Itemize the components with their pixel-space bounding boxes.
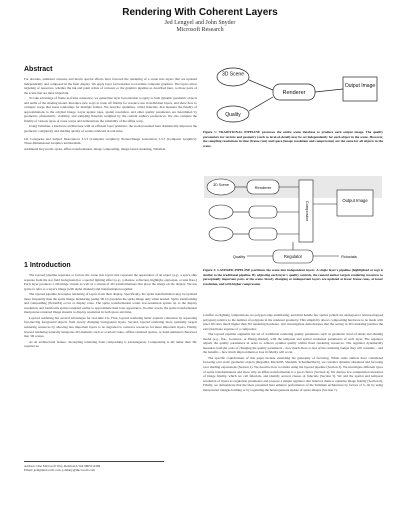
node-label: Output Image — [344, 83, 376, 89]
intro-paragraph: Layered rendering has several advantages for real-time CG. First, layered rendering better exploits coherence by separating fast-moving foreground objects from slowly changing background layers. Second, layered rendering more optimally targets rendering resources by allowing less important layers to be degraded to conserve resources for more important layers. Finally, layered rendering naturally integrates 2D elements such as overlaid video, offline rendered sprites, or hand-animated characters into 3D scenes. — [24, 315, 197, 339]
caption-text: LAYERED PIPELINE partitions the scene into independent layers. A single layer's pipeline (highlighted at top) is similar to the traditional pipeline. By adjusting each layer's quality controls, the content author targets rendering resources to perceptually important parts of the scene. Slowly changing or unimportant layers are updated at lower frame rates, at lower resolution, and with higher compression. — [203, 268, 383, 286]
node-label: Quality — [225, 112, 241, 118]
node-label: Compositor — [305, 200, 310, 222]
figure-2-diagram — [203, 174, 383, 266]
scene-node — [207, 179, 235, 195]
output-node — [337, 190, 373, 216]
flow-arrow — [249, 97, 273, 111]
intro-paragraph: The layered pipeline decouples rendering of layers from their display. Specifically, the sprite transformation may be updated more frequently than the sprite image. Rendering (using 3D CG) updates the sprite image only when needed. Sprite transforming and compositing [Porter84] occur at display rates. The sprite transformation scales low-resolution sprites up to the display resolution, and transforms sprites rendered earlier to approximate their later appearance. In other words, the sprite transformation interpolates rendered image streams to display resolution in both space and time. — [24, 292, 197, 315]
node-label: Regulator — [283, 254, 303, 259]
renderer-node — [249, 206, 277, 218]
body-paragraph: The specific contributions of this paper include extending the generality of factoring. While some authors have considered factoring over static geometric objects [Regan94, Maciel95, Shade96, Schaufler96a/b], we consider dynamic situations and factoring over shading expressions (Section 2). We describe how to render using the layered pipeline (Section 3). We investigate different types of sprite transformations and show why an affine transformation is a good choice (Section 4). We discuss low-computation measures of image fidelity, which we call fiducials, and identify several classes of fiducials (Section 5). We add the spatial and temporal resolution of layers as regulation parameters and propose a simple regulator that balances them to optimize image fidelity (Section 6). Finally, we demonstrate that the ideas presented here enhance performance of the Talisman architecture by factors of 3–10, by using interpolated triangle-forming or by regulating the heterogeneous update of sprite images (Section 7). — [203, 355, 383, 392]
flow-arrow — [315, 89, 343, 92]
author-affiliation: Microsoft Research — [176, 27, 224, 34]
abstract-paragraph: Using Talisman, a hardware architecture with an efficient layer primitive, the work presented here dramatically improves the geometric complexity and shading quality of scenes rendered in real-time. — [24, 124, 197, 134]
node-label: 3D Scene — [222, 71, 244, 78]
scene-node — [209, 205, 233, 219]
body-paragraph: z-buffer, no lighting computations, no polygon edge antialiasing, and must handle few sprites (which are analogous to texture-mapped polygons) relative to the number of polygons in the rendered geometry. This simplicity allows compositing hardware to be made with pixel fill rates much higher than 3D rendering hardware. Our investigation demonstrates that the saving in 3D rendering justifies the extra hardware expense of a compositor. — [203, 313, 383, 331]
node-label: Quality — [232, 254, 246, 259]
abstract-paragraph: To take advantage of frame-to-frame coherence, we generalize layer factorization to apply to both dynamic geometric objects and terms of the shading model, introduce new ways to trade off fidelity for resource use in individual layers, and show how to compute warps that reuse renderings for multiple frames. We describe quantities, called fiducials, that measure the fidelity of approximations to the original image. Layer update rates, spatial resolution, and other quality parameters are determined by geometric, photometric, visibility, and sampling fiducials weighted by the content author's preferences. We also compute the fidelity of various types of reuse warps and demonstrate the suitability of the affine warp. — [24, 96, 197, 123]
scene-node — [209, 227, 233, 241]
caption-text: TRADITIONAL PIPELINE processes the entire scene database to produce each output image. The quality parameters for texture and geometry (such as level-of-detail) may be set independently for each object in the scene. However, the sampling resolutions in time (frame rate) and space (image resolution and compression) are the same for all objects in the scene. — [203, 130, 383, 148]
output-node — [343, 77, 377, 101]
figure-1-diagram — [203, 66, 383, 128]
cr-categories: CR Categories and Subject Descriptors: I.3.3 [Computer Graphics]: Picture/Image Generation; I.3.7 [Computer Graphics]: Three-Dimensional Graphics and Realism. — [24, 136, 197, 146]
address-line: Address: One Microsoft Way, Redmond, WA 98052-6399 — [24, 464, 101, 468]
footnote-rule — [24, 461, 164, 462]
node-label: 3D Scene — [213, 183, 229, 187]
abstract-heading: Abstract — [24, 66, 53, 73]
author-block — [0, 20, 400, 35]
node-label: Renderer — [282, 90, 306, 96]
right-column-body — [203, 313, 383, 393]
keywords: Additional Keywords: sprite, affine transformation, image compositing, image-based rendering, Talisman — [24, 146, 166, 151]
abstract-body — [24, 77, 197, 152]
intro-body — [24, 273, 197, 350]
caption-label: Figure 1: — [203, 130, 217, 134]
body-paragraph: The layered pipeline augments the set of traditional rendering quality parameters such as geometric level-of-detail and shading model (e.g., flat-, Gouraud-, or Phong-shaded), with the temporal and spatial resolution parameters of each layer. The regulator adjusts the quality parameters in order to achieve optimal quality within fixed rendering resources. The regulator dynamically measures both the costs of changing the quality parameters – how much more or less of the rendering budget they will consume – and the benefits – how much improvement or loss in fidelity will occur. — [203, 332, 383, 355]
paper-title: Rendering With Coherent Layers — [122, 7, 278, 18]
abstract-paragraph: For decades, animated cartoons and movie special effects have factored the rendering of a scene into layers that are updated independently and composed in the final display. We apply layer factorization to real-time computer graphics. The layers allow targeting of resources, whether the ink and paint artists of cartoons or the graphics pipeline as described here, to those parts of the scene that are most important. — [24, 77, 197, 95]
renderer-node — [249, 228, 277, 240]
author-names: Jed Lengyel and John Snyder — [164, 20, 236, 26]
figure-1-caption — [203, 130, 383, 149]
caption-label: Figure 2: — [203, 268, 217, 272]
flow-arrow — [249, 80, 273, 90]
node-label: Fiducials — [341, 254, 357, 259]
intro-heading: 1 Introduction — [24, 262, 71, 269]
node-label: Output Image — [342, 198, 368, 203]
intro-paragraph: As an architectural feature, decoupling rendering from compositing is advantageous. Compositing is 2D rather than 3D, requires no — [24, 339, 197, 349]
footnote-address — [24, 464, 100, 472]
email-line: Email: jedl@microsoft.com, johnsny@microsoft.com — [24, 468, 95, 473]
intro-paragraph: The layered pipeline separates or factors the scene into layers that represent the appearance of an object (e.g., a space ship separate from the star field background) or a special lighting effect (e.g., a shadow, reflection, highlight, explosion, or lens flare.) Each layer produces a 2D-image stream as well as a stream of 2D transformations that place the image on the display. We use sprite to refer to a layer's image (with alpha channel) and transformation together. — [24, 273, 197, 291]
figure-2-caption — [203, 268, 383, 287]
node-label: Renderer — [254, 185, 272, 190]
